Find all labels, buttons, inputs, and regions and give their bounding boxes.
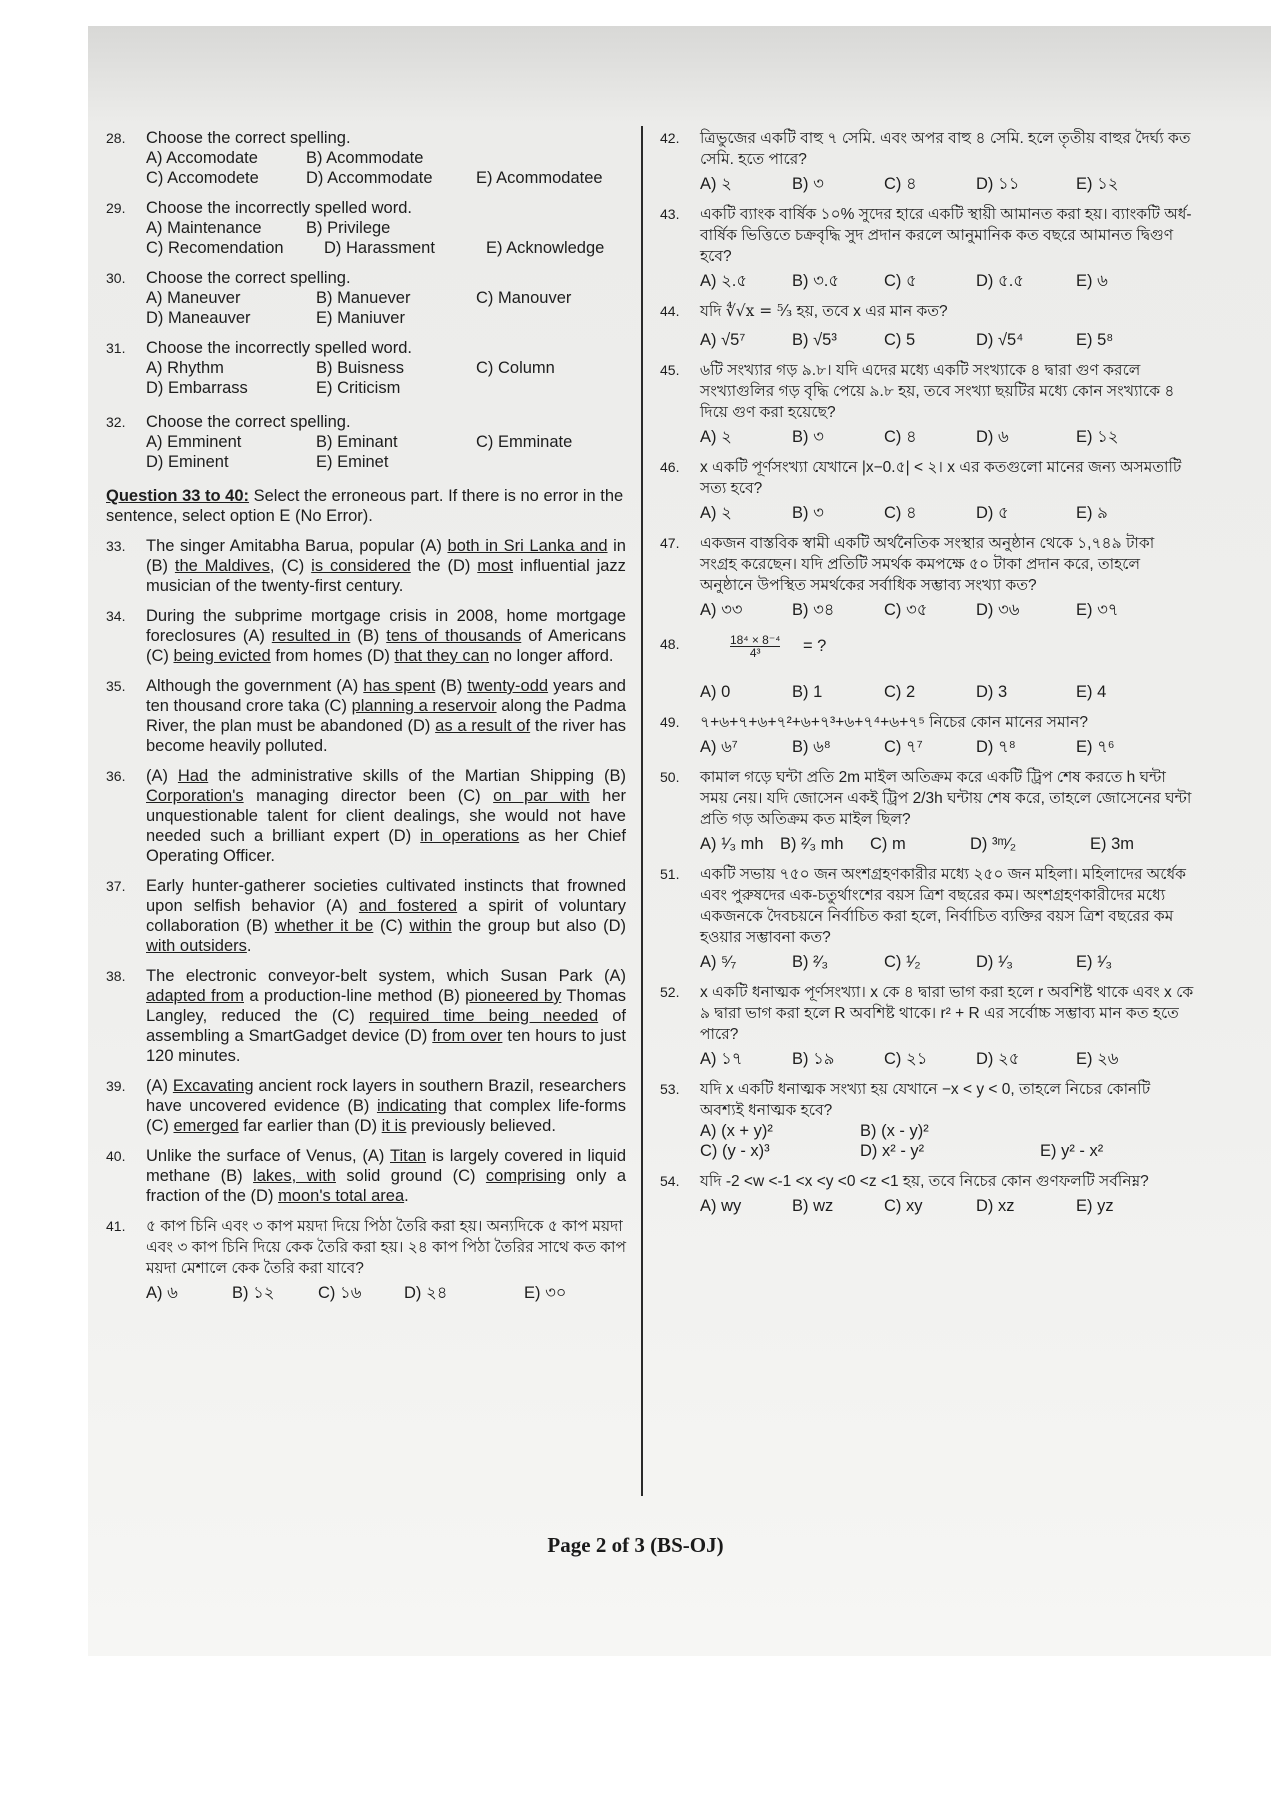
option-b[interactable]: B) Privilege (306, 219, 391, 237)
question-number: 53. (660, 1081, 680, 1097)
option-d[interactable]: D) Harassment (324, 239, 435, 257)
option-e[interactable]: E) ৬ (1076, 272, 1108, 290)
text-part: is largely covered in liquid methane (B) (146, 1147, 626, 1185)
option-d[interactable]: D) ³ᵐ⁄₂ (970, 835, 1017, 853)
question-number: 34. (106, 608, 126, 624)
text-part: Unlike the surface of Venus, (A) (146, 1147, 390, 1165)
text-part: influential jazz musician of the twenty-first century. (146, 557, 626, 595)
option-e[interactable]: E) 4 (1076, 683, 1107, 701)
underlined-part-a[interactable]: both in Sri Lanka and (447, 537, 608, 555)
underlined-part-b[interactable]: the Maldives (174, 557, 270, 575)
option-e[interactable]: E) ৯ (1076, 504, 1108, 522)
underlined-part-d[interactable]: moon's total area (278, 1187, 405, 1205)
option-e[interactable]: E) Acknowledge (486, 239, 605, 257)
option-c[interactable]: C) ৩৫ (884, 601, 928, 619)
option-d[interactable]: D) Maneauver (146, 309, 251, 327)
text-part: the group but also (D) (451, 917, 626, 935)
question-54 (660, 1171, 1195, 1216)
option-b[interactable]: B) (x - y)² (860, 1122, 929, 1140)
question-number: 30. (106, 270, 126, 286)
option-c[interactable]: C) ৫ (884, 272, 917, 290)
option-e[interactable]: E) ১২ (1076, 175, 1119, 193)
text-part: only a fraction of the (D) (146, 1167, 627, 1205)
option-b[interactable]: B) Eminant (316, 433, 398, 451)
option-b[interactable]: B) ১৯ (792, 1050, 835, 1068)
question-text: Choose the correct spelling. (146, 413, 351, 431)
option-b[interactable]: B) ৬⁸ (792, 738, 831, 756)
instructions-text: Select the erroneous part. If there is no error in the sentence, select option E (No Error). (106, 487, 624, 525)
text-part: in (B) (146, 537, 626, 575)
question-number: 43. (660, 206, 680, 222)
question-32 (106, 412, 626, 472)
option-e[interactable]: E) Maniuver (316, 309, 405, 327)
text-part: (A) (146, 767, 178, 785)
option-c[interactable]: C) Recomendation (146, 239, 284, 257)
text-part: হয়, তবে x এর মান কত? (792, 303, 948, 320)
option-c[interactable]: C) Emminate (476, 433, 573, 451)
question-text: একজন বাস্তবিক স্বামী একটি অর্থনৈতিক সংস্থার অনুষ্ঠান থেকে ১,৭৪৯ টাকা সংগ্রহ করেছেন। যদি প্রতিটি সমর্থক কমপক্ষে ৫০ টাকা প্রদান করে, তাহলে অনুষ্ঠানে উপস্থিত সমর্থকের সর্বাধিক সম্ভাব্য সংখ্যা কত? (700, 535, 1155, 594)
question-text: Choose the incorrectly spelled word. (146, 199, 412, 217)
option-c[interactable]: C) ৪ (884, 504, 917, 522)
question-number: 42. (660, 130, 680, 146)
question-text: ৭+৬+৭+৬+৭²+৬+৭³+৬+৭⁴+৬+৭⁵ নিচের কোন মানের সমান? (700, 714, 1089, 731)
text-part: from homes (D) (270, 647, 395, 665)
option-d[interactable]: D) ২৫ (976, 1050, 1020, 1068)
text-part: (B) (435, 677, 468, 695)
option-e[interactable]: E) ২৬ (1076, 1050, 1119, 1068)
question-53 (660, 1079, 1195, 1161)
option-c[interactable]: C) ৪ (884, 175, 917, 193)
option-a[interactable]: A) wy (700, 1197, 742, 1215)
question-text: Choose the correct spelling. (146, 129, 351, 147)
question-number: 28. (106, 130, 126, 146)
option-b[interactable]: B) Acommodate (306, 149, 424, 167)
underlined-part-a[interactable]: has spent (363, 677, 436, 695)
underlined-part-d[interactable]: from over (432, 1027, 503, 1045)
question-number: 33. (106, 538, 126, 554)
column-divider (641, 126, 643, 1496)
option-c[interactable]: C) 5 (884, 331, 916, 349)
option-c[interactable]: C) ৭⁷ (884, 738, 923, 756)
underlined-part-b[interactable]: tens of thousands (386, 627, 522, 645)
option-b[interactable]: B) ৩ (792, 428, 824, 446)
option-d[interactable]: D) ১১ (976, 175, 1020, 193)
question-text: ত্রিভুজের একটি বাহু ৭ সেমি. এবং অপর বাহু ৪ সেমি. হলে তৃতীয় বাহুর দৈর্ঘ্য কত সেমি. হতে পারে? (700, 130, 1191, 168)
text-part: the river has become heavily polluted. (146, 717, 626, 755)
question-text: কামাল গড়ে ঘন্টা প্রতি 2m মাইল অতিক্রম করে একটি ট্রিপ শেষ করতে h ঘন্টা সময় নেয়। যদি জোসেন একই ট্রিপ 2/3h ঘন্টায় শেষ করে, তাহলে জোসেনের ঘন্টা প্রতি গড় অতিক্রম কত মাইল ছিল? (700, 769, 1192, 828)
question-number: 37. (106, 878, 126, 894)
underlined-part-b[interactable]: indicating (376, 1097, 447, 1115)
text-part: যদি (700, 303, 726, 320)
text-part: years and ten thousand crore taka (C) (146, 677, 626, 715)
text-part: During the subprime mortgage crisis in 2008, home mortgage foreclosures (A) (146, 607, 626, 645)
question-number: 50. (660, 769, 680, 785)
option-d[interactable]: D) ৩৬ (976, 601, 1020, 619)
text-part: . (246, 937, 252, 955)
underlined-part-c[interactable]: is considered (311, 557, 411, 575)
question-36 (106, 766, 626, 866)
question-31 (106, 338, 626, 398)
option-d[interactable]: D) x² - y² (860, 1142, 925, 1160)
option-b[interactable]: B) √5³ (792, 331, 837, 349)
text-part: ancient rock layers in southern Brazil, researchers have uncovered evidence (B) (146, 1077, 626, 1115)
page-footer: Page 2 of 3 (BS-OJ) (547, 1533, 724, 1557)
question-text: x একটি পূর্ণসংখ্যা যেখানে |x−0.৫| < ২। x এর কতগুলো মানের জন্য অসমতাটি সত্য হবে? (700, 459, 1182, 497)
option-d[interactable]: D) ৭⁸ (976, 738, 1016, 756)
option-c[interactable]: C) 2 (884, 683, 916, 701)
underlined-part-c[interactable]: required time being needed (368, 1007, 599, 1025)
text-part: previously believed. (406, 1117, 556, 1135)
question-number: 29. (106, 200, 126, 216)
question-40 (106, 1146, 626, 1206)
question-text: যদি x একটি ধনাত্মক সংখ্যা হয় যেখানে −x < y < 0, তাহলে নিচের কোনটি অবশ্যই ধনাত্মক হবে? (700, 1081, 1151, 1119)
option-a[interactable]: A) ⁵⁄₇ (700, 953, 737, 971)
option-a[interactable]: A) ৬ (146, 1284, 178, 1302)
text-part: of Americans (C) (146, 627, 626, 665)
option-a[interactable]: A) (x + y)² (700, 1122, 773, 1140)
option-a[interactable]: A) √5⁷ (700, 331, 746, 349)
question-45 (660, 360, 1195, 447)
option-b[interactable]: B) 1 (792, 683, 823, 701)
math-expression: ∜√x = ⁵⁄₃ (725, 302, 793, 320)
text-part: , (C) (269, 557, 312, 575)
question-text: Choose the correct spelling. (146, 269, 351, 287)
text-part: as her Chief Operating Officer. (146, 827, 627, 865)
question-number: 38. (106, 968, 126, 984)
text-part: that complex life-forms (C) (146, 1097, 626, 1135)
text-part: solid ground (C) (335, 1167, 486, 1185)
option-c[interactable]: C) ১৬ (318, 1284, 362, 1302)
question-42 (660, 128, 1195, 194)
option-d[interactable]: D) ৫ (976, 504, 1009, 522)
question-number: 51. (660, 866, 680, 882)
option-a[interactable]: A) ১৭ (700, 1050, 743, 1068)
question-43 (660, 204, 1195, 291)
question-number: 49. (660, 714, 680, 730)
question-46 (660, 457, 1195, 523)
option-e[interactable]: E) Acommodatee (476, 169, 603, 187)
option-a[interactable]: A) ২ (700, 175, 732, 193)
equals-question: = ? (802, 636, 827, 655)
option-a[interactable]: A) Maintenance (146, 219, 262, 237)
fraction-expression (730, 634, 780, 659)
option-b[interactable]: B) ১২ (232, 1284, 275, 1302)
question-number: 48. (660, 636, 680, 652)
option-e[interactable]: E) ১২ (1076, 428, 1119, 446)
option-c[interactable]: C) ৪ (884, 428, 917, 446)
text-part: Early hunter-gatherer societies cultivated instincts that frowned upon selfish behavior (A) (146, 877, 626, 915)
question-number: 36. (106, 768, 126, 784)
text-part: (B) (350, 627, 387, 645)
text-part: (C) (373, 917, 410, 935)
left-column (106, 128, 626, 1313)
underlined-part-d[interactable]: most (477, 557, 514, 575)
text-part: . (404, 1187, 409, 1205)
option-d[interactable]: D) Embarrass (146, 379, 248, 397)
option-c[interactable]: C) ২১ (884, 1050, 928, 1068)
question-text: একটি সভায় ৭৫০ জন অংশগ্রহণকারীর মধ্যে ২৫০ জন মহিলা। মহিলাদের অর্ধেক এবং পুরুষদের এক-চতুর্থাংশের বয়স ত্রিশ বছরের কম। অংশগ্রহণকারীদের মধ্যে একজনকে দৈবচয়নে নির্বাচিত করা হলে, নির্বাচিত ব্যক্তির বয়স ত্রিশ বছরের কম হওয়ার সম্ভাবনা কত? (700, 866, 1186, 946)
underlined-part-d[interactable]: as a result of (435, 717, 531, 735)
option-b[interactable]: B) Manuever (316, 289, 411, 307)
option-c[interactable]: C) xy (884, 1197, 923, 1215)
underlined-part-c[interactable]: being evicted (173, 647, 271, 665)
question-text: Choose the incorrectly spelled word. (146, 339, 412, 357)
option-d[interactable]: D) xz (976, 1197, 1015, 1215)
option-b[interactable]: B) ৩৪ (792, 601, 835, 619)
option-b[interactable]: B) ৩ (792, 175, 824, 193)
option-e[interactable]: E) yz (1076, 1197, 1114, 1215)
option-c[interactable]: C) (y - x)³ (700, 1142, 770, 1160)
question-number: 35. (106, 678, 126, 694)
option-b[interactable]: B) ²⁄₃ mh (780, 835, 844, 853)
text-part: Thomas Langley, reduced the (C) (146, 987, 626, 1025)
question-text: x একটি ধনাত্মক পূর্ণসংখ্যা। x কে ৪ দ্বারা ভাগ করা হলে r অবশিষ্ট থাকে এবং x কে ৯ দ্বারা ভাগ করা হলে R অবশিষ্ট থাকে। r² + R এর সর্বোচ্চ সম্ভাব্য মান কত হতে পারে? (700, 984, 1194, 1043)
text-part: a production-line method (B) (244, 987, 466, 1005)
option-a[interactable]: A) ২ (700, 428, 732, 446)
option-e[interactable]: E) Criticism (316, 379, 401, 397)
underlined-part-d[interactable]: in operations (420, 827, 520, 845)
question-49 (660, 712, 1195, 757)
fraction-denominator: 4³ (749, 646, 761, 660)
underlined-part-d[interactable]: with outsiders (146, 937, 247, 955)
text-part: the administrative skills of the Martian Shipping (B) (208, 767, 626, 785)
option-a[interactable]: A) ৬⁷ (700, 738, 738, 756)
option-a[interactable]: A) Maneuver (146, 289, 241, 307)
question-50 (660, 767, 1195, 854)
question-text: ৫ কাপ চিনি এবং ৩ কাপ ময়দা দিয়ে পিঠা তৈরি করা হয়। অন্যদিকে ৫ কাপ ময়দা এবং ৩ কাপ চিনি দিয়ে কেক তৈরি করা হয়। ২৪ কাপ পিঠা তৈরির সাথে কত কাপ ময়দা মেশালে কেক তৈরি করা যাবে? (146, 1218, 627, 1277)
text-part: her unquestionable talent for client dealings, she would not have needed such a brilliant expert (D) (146, 787, 626, 845)
option-b[interactable]: B) Buisness (316, 359, 405, 377)
underlined-part-c[interactable]: comprising (485, 1167, 566, 1185)
option-e[interactable]: E) ৭⁶ (1076, 738, 1115, 756)
option-b[interactable]: B) ৩.৫ (792, 272, 840, 290)
text-part: no longer afford. (489, 647, 614, 665)
instructions-heading: Question 33 to 40: (106, 487, 250, 505)
question-text: একটি ব্যাংক বার্ষিক ১০% সুদের হারে একটি স্থায়ী আমানত করা হয়। ব্যাংকটি অর্ধ-বার্ষিক ভিত্তিতে চক্রবৃদ্ধি সুদ প্রদান করলে আনুমানিক কত বছরে আমানত দ্বিগুণ হবে? (700, 206, 1192, 265)
question-number: 47. (660, 535, 680, 551)
option-c[interactable]: C) Manouver (476, 289, 572, 307)
question-48 (660, 634, 1195, 702)
question-29 (106, 198, 626, 258)
question-44 (660, 301, 1195, 350)
option-e[interactable]: E) Eminet (316, 453, 389, 471)
option-a[interactable]: A) ¹⁄₃ mh (700, 835, 764, 853)
question-38 (106, 966, 626, 1066)
underlined-part-b[interactable]: Corporation's (146, 787, 244, 805)
right-column (660, 128, 1195, 1226)
option-e[interactable]: E) ¹⁄₃ (1076, 953, 1113, 971)
option-a[interactable]: A) Rhythm (146, 359, 224, 377)
option-a[interactable]: A) ২.৫ (700, 272, 748, 290)
text-part: along the Padma River, the plan must be abandoned (D) (146, 697, 627, 735)
question-number: 41. (106, 1218, 126, 1234)
underlined-part-a[interactable]: Had (177, 767, 209, 785)
option-c[interactable]: C) ¹⁄₂ (884, 953, 921, 971)
text-part: a spirit of voluntary collaboration (B) (146, 897, 627, 935)
question-number: 45. (660, 362, 680, 378)
text-part: far earlier than (D) (238, 1117, 382, 1135)
option-c[interactable]: C) Column (476, 359, 555, 377)
question-47 (660, 533, 1195, 620)
option-b[interactable]: B) ৩ (792, 504, 824, 522)
option-d[interactable]: D) Eminent (146, 453, 229, 471)
question-28 (106, 128, 626, 188)
option-b[interactable]: B) wz (792, 1197, 834, 1215)
question-number: 39. (106, 1078, 126, 1094)
question-41 (106, 1216, 626, 1303)
question-number: 46. (660, 459, 680, 475)
text-part: of assembling a SmartGadget device (D) (146, 1007, 626, 1045)
underlined-part-a[interactable]: Excavating (172, 1077, 254, 1095)
underlined-part-a[interactable]: adapted from (146, 987, 244, 1005)
option-d[interactable]: D) ২৪ (404, 1284, 448, 1302)
option-a[interactable]: A) ৩৩ (700, 601, 743, 619)
option-a[interactable]: A) Accomodate (146, 149, 258, 167)
underlined-part-c[interactable]: within (409, 917, 452, 935)
option-e[interactable]: E) ৩০ (524, 1284, 567, 1302)
option-d[interactable]: D) 3 (976, 683, 1008, 701)
option-a[interactable]: A) Emminent (146, 433, 242, 451)
underlined-part-a[interactable]: Titan (390, 1147, 427, 1165)
question-52 (660, 982, 1195, 1069)
underlined-part-b[interactable]: twenty-odd (467, 677, 549, 695)
question-number: 52. (660, 984, 680, 1000)
question-30 (106, 268, 626, 328)
option-a[interactable]: A) ২ (700, 504, 732, 522)
question-number: 44. (660, 303, 680, 319)
text-part: Although the government (A) (146, 677, 364, 695)
question-35 (106, 676, 626, 756)
underlined-part-d[interactable]: that they can (394, 647, 490, 665)
text-part: the (D) (410, 557, 478, 575)
text-part: The singer Amitabha Barua, popular (A) (146, 537, 448, 555)
fraction-numerator: 18⁴ × 8⁻⁴ (730, 633, 781, 647)
option-e[interactable]: E) y² - x² (1040, 1142, 1104, 1160)
underlined-part-d[interactable]: it is (381, 1117, 407, 1135)
question-number: 31. (106, 340, 126, 356)
underlined-part-c[interactable]: emerged (173, 1117, 239, 1135)
underlined-part-b[interactable]: pioneered by (465, 987, 562, 1005)
option-e[interactable]: E) 3m (1090, 835, 1135, 853)
question-number: 54. (660, 1173, 680, 1189)
option-b[interactable]: B) ²⁄₃ (792, 953, 829, 971)
underlined-part-b[interactable]: lakes, with (253, 1167, 336, 1185)
question-number: 40. (106, 1148, 126, 1164)
underlined-part-b[interactable]: whether it be (274, 917, 374, 935)
option-d[interactable]: D) ৫.৫ (976, 272, 1024, 290)
question-number: 32. (106, 414, 126, 430)
underlined-part-c[interactable]: planning a reservoir (351, 697, 497, 715)
option-e[interactable]: E) 5⁸ (1076, 331, 1114, 349)
question-51 (660, 864, 1195, 972)
option-e[interactable]: E) ৩৭ (1076, 601, 1119, 619)
option-c[interactable]: C) Accomodete (146, 169, 259, 187)
question-33 (106, 536, 626, 596)
question-text: যদি -2 <w <-1 <x <y <0 <z <1 হয়, তবে নিচের কোন গুণফলটি সর্বনিম্ন? (700, 1173, 1149, 1190)
option-d[interactable]: D) ¹⁄₃ (976, 953, 1013, 971)
question-text: ৬টি সংখ্যার গড় ৯.৮। যদি এদের মধ্যে একটি সংখ্যাকে ৪ দ্বারা গুণ করলে সংখ্যাগুলির গড় বৃদ্ধি পেয়ে ৯.৮ হয়, তবে সংখ্যা ছয়টির মধ্যে কোন সংখ্যাকে ৪ দিয়ে গুণ করা হয়েছে? (700, 362, 1175, 421)
question-37 (106, 876, 626, 956)
text-part: ten hours to just 120 minutes. (146, 1027, 626, 1065)
question-39 (106, 1076, 626, 1136)
question-34 (106, 606, 626, 666)
option-d[interactable]: D) ৬ (976, 428, 1009, 446)
option-d[interactable]: D) √5⁴ (976, 331, 1024, 349)
text-part: (A) (146, 1077, 173, 1095)
text-part: The electronic conveyor-belt system, which Susan Park (A) (146, 967, 626, 985)
underlined-part-a[interactable]: and fostered (358, 897, 458, 915)
option-c[interactable]: C) m (870, 835, 906, 853)
option-a[interactable]: A) 0 (700, 683, 731, 701)
text-part: managing director been (C) (243, 787, 494, 805)
instructions-33-40 (106, 486, 626, 526)
option-d[interactable]: D) Accommodate (306, 169, 433, 187)
underlined-part-a[interactable]: resulted in (271, 627, 351, 645)
underlined-part-c[interactable]: on par with (493, 787, 590, 805)
